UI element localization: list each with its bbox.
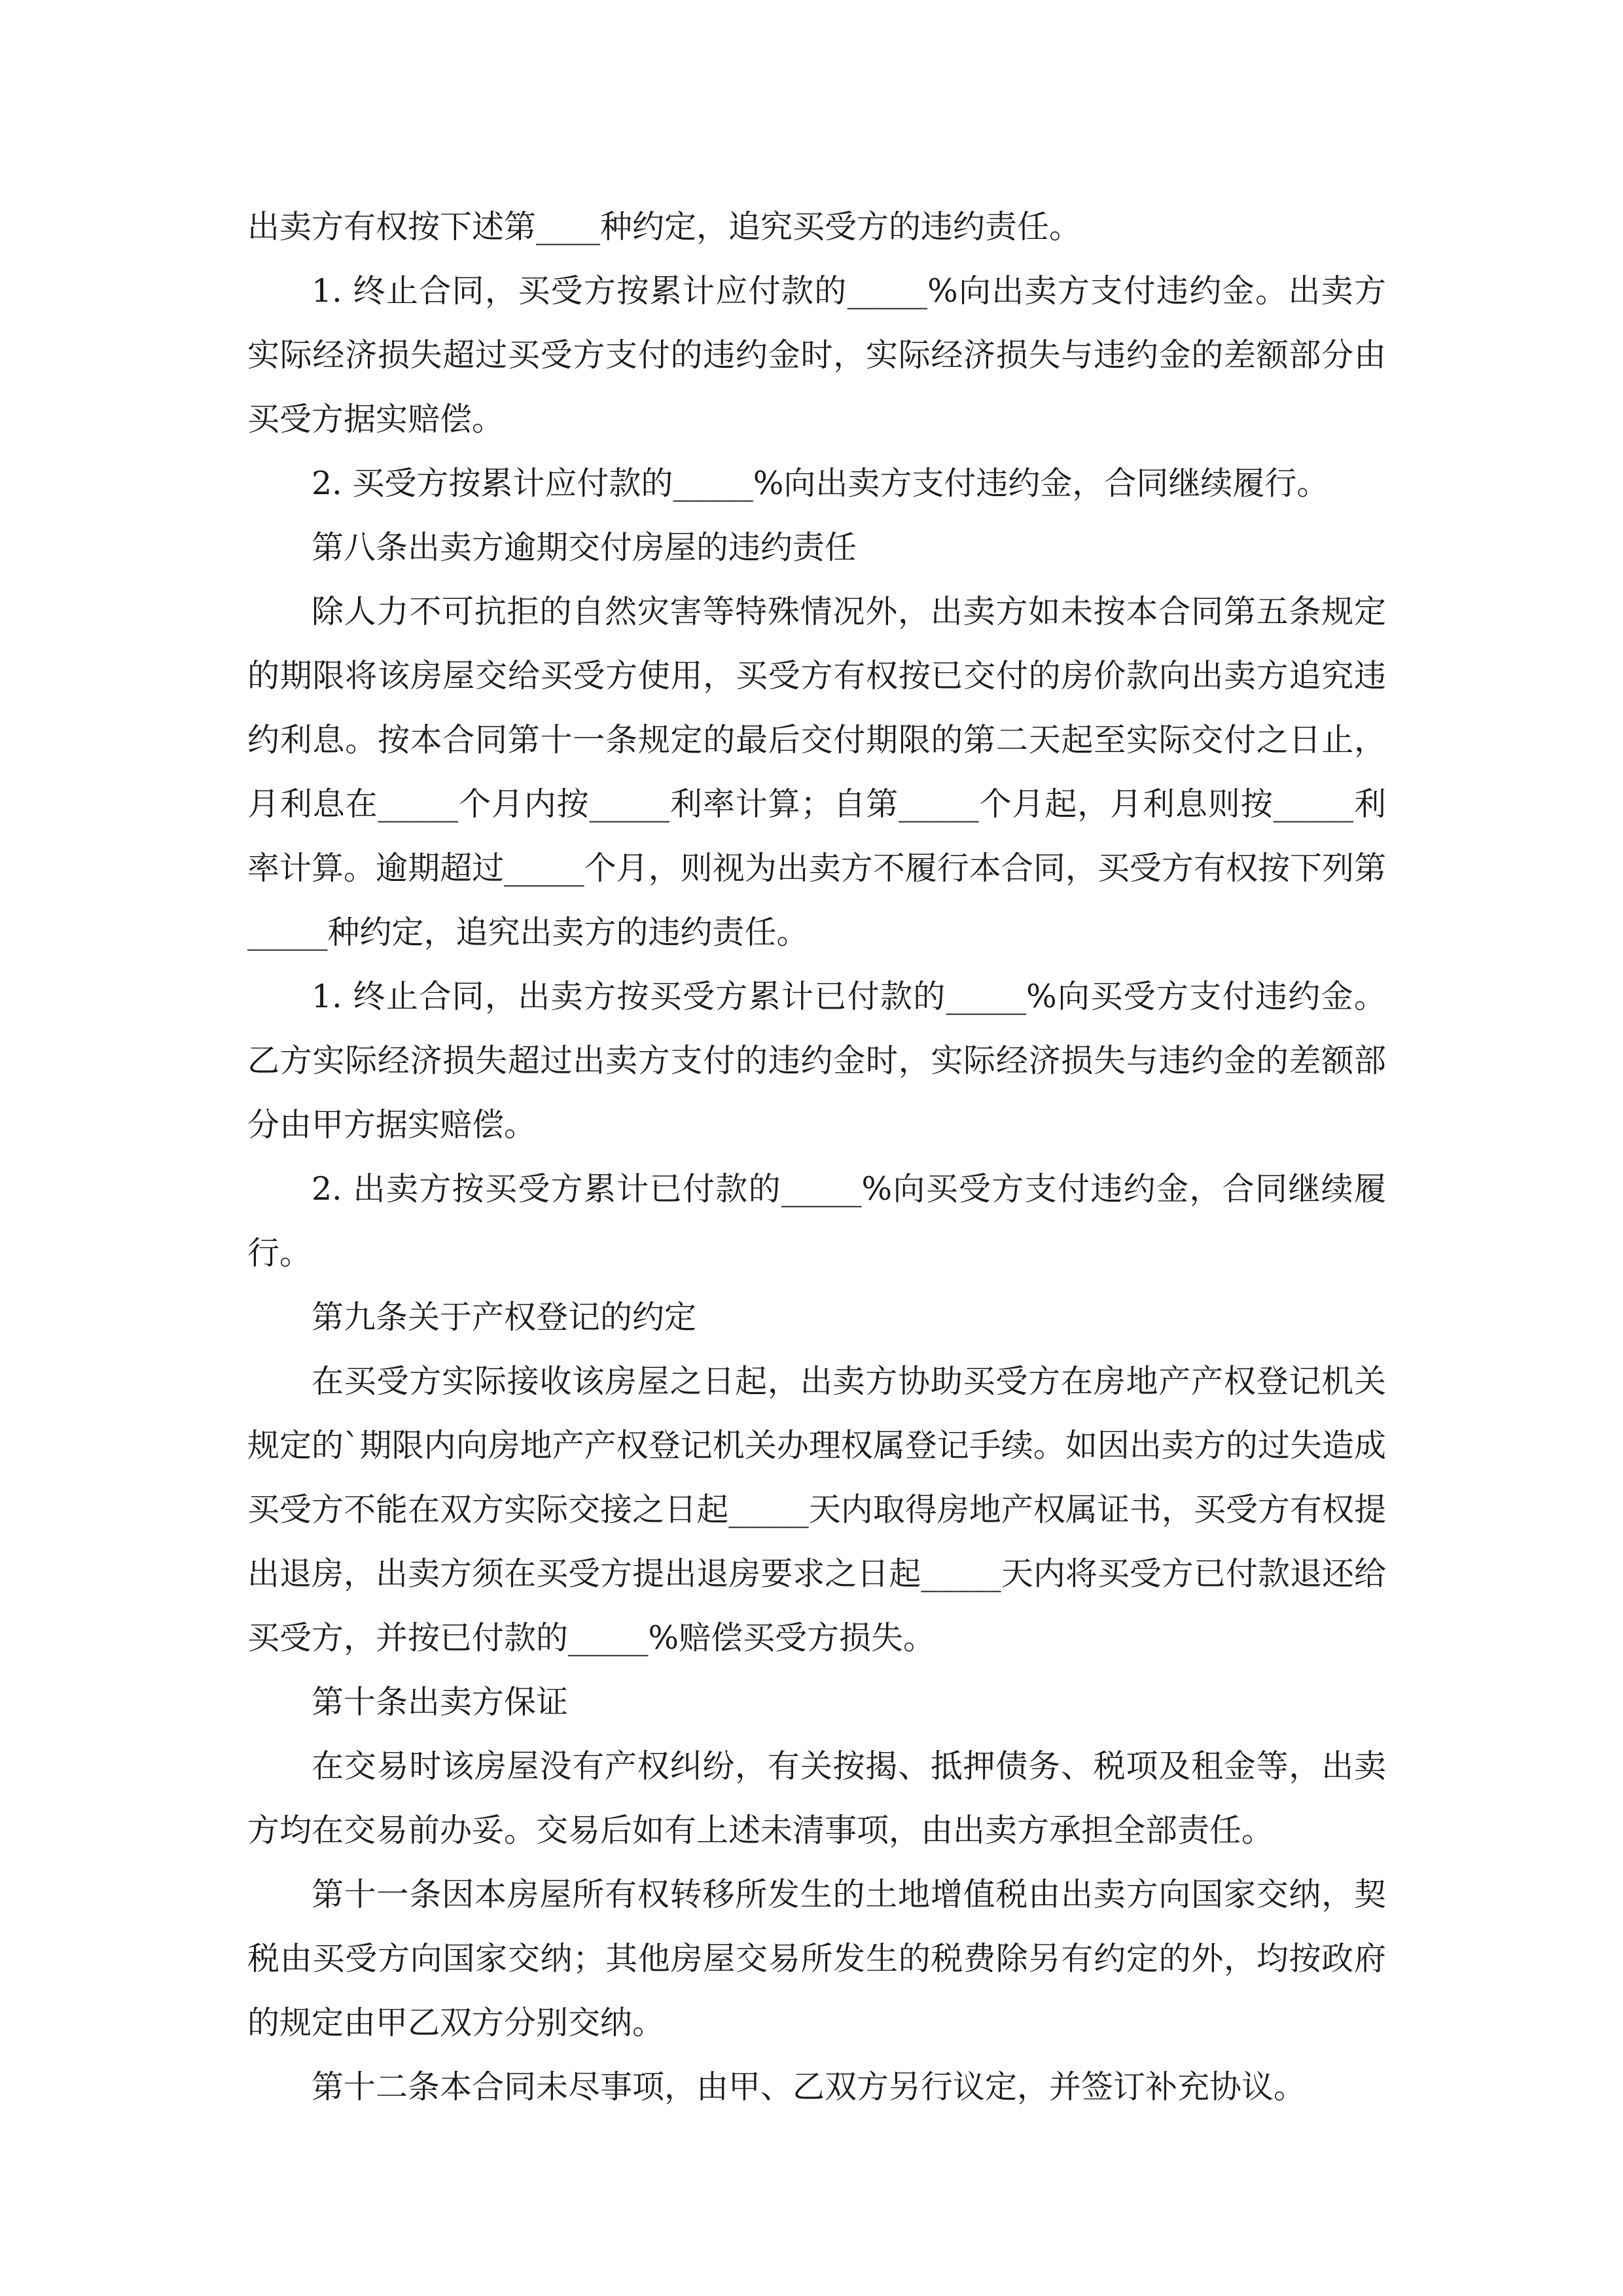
article-8-clause-2: 2. 出卖方按买受方累计已付款的_____%向买受方支付违约金，合同继续履行。 bbox=[247, 1170, 1386, 1272]
article-8-clause-1: 1. 终止合同，出卖方按买受方累计已付款的_____%向买受方支付违约金。乙方实际经济损失超过出卖方支付的违约金时，实际经济损失与违约金的差额部分由甲方据实赔偿。 bbox=[247, 978, 1386, 1143]
article-9-heading: 第九条关于产权登记的约定 bbox=[312, 1299, 697, 1336]
paragraph-continuation: 出卖方有权按下述第____种约定，追究买受方的违约责任。 bbox=[247, 208, 1082, 245]
article-12: 第十二条本合同未尽事项，由甲、乙双方另行议定，并签订补充协议。 bbox=[312, 2068, 1306, 2106]
article-8-body: 除人力不可抗拒的自然灾害等特殊情况外，出卖方如未按本合同第五条规定的期限将该房屋交给买受方使用，买受方有权按已交付的房价款向出卖方追究违约利息。按本合同第十一条规定的最后交付期限的第二天起至实际交付之日止，月利息在_____个月内按_____利率计算；自第_____个月起，月利息则按_____利率计算。逾期超过_____个月，则视为出卖方不履行本合同，买受方有权按下列第_____种约定，追究出卖方的违约责任。 bbox=[247, 593, 1386, 951]
paragraph-clause-2: 2. 买受方按累计应付款的_____%向出卖方支付违约金，合同继续履行。 bbox=[312, 465, 1329, 502]
article-11: 第十一条因本房屋所有权转移所发生的土地增值税由出卖方向国家交纳，契税由买受方向国家交纳；其他房屋交易所发生的税费除另有约定的外，均按政府的规定由甲乙双方分别交纳。 bbox=[247, 1876, 1386, 2041]
document-body bbox=[247, 195, 1386, 2119]
paragraph-clause-1: 1. 终止合同，买受方按累计应付款的_____%向出卖方支付违约金。出卖方实际经济损失超过买受方支付的违约金时，实际经济损失与违约金的差额部分由买受方据实赔偿。 bbox=[247, 272, 1386, 438]
article-10-body: 在交易时该房屋没有产权纠纷，有关按揭、抵押债务、税项及租金等，出卖方均在交易前办妥。交易后如有上述未清事项，由出卖方承担全部责任。 bbox=[247, 1748, 1386, 1849]
article-10-heading: 第十条出卖方保证 bbox=[312, 1683, 569, 1721]
article-8-heading: 第八条出卖方逾期交付房屋的违约责任 bbox=[312, 529, 857, 566]
article-9-body: 在买受方实际接收该房屋之日起，出卖方协助买受方在房地产产权登记机关规定的`期限内向房地产产权登记机关办理权属登记手续。如因出卖方的过失造成买受方不能在双方实际交接之日起_____天内取得房地产权属证书，买受方有权提出退房，出卖方须在买受方提出退房要求之日起_____天内将买受方已付款退还给买受方，并按已付款的_____%赔偿买受方损失。 bbox=[247, 1363, 1386, 1657]
